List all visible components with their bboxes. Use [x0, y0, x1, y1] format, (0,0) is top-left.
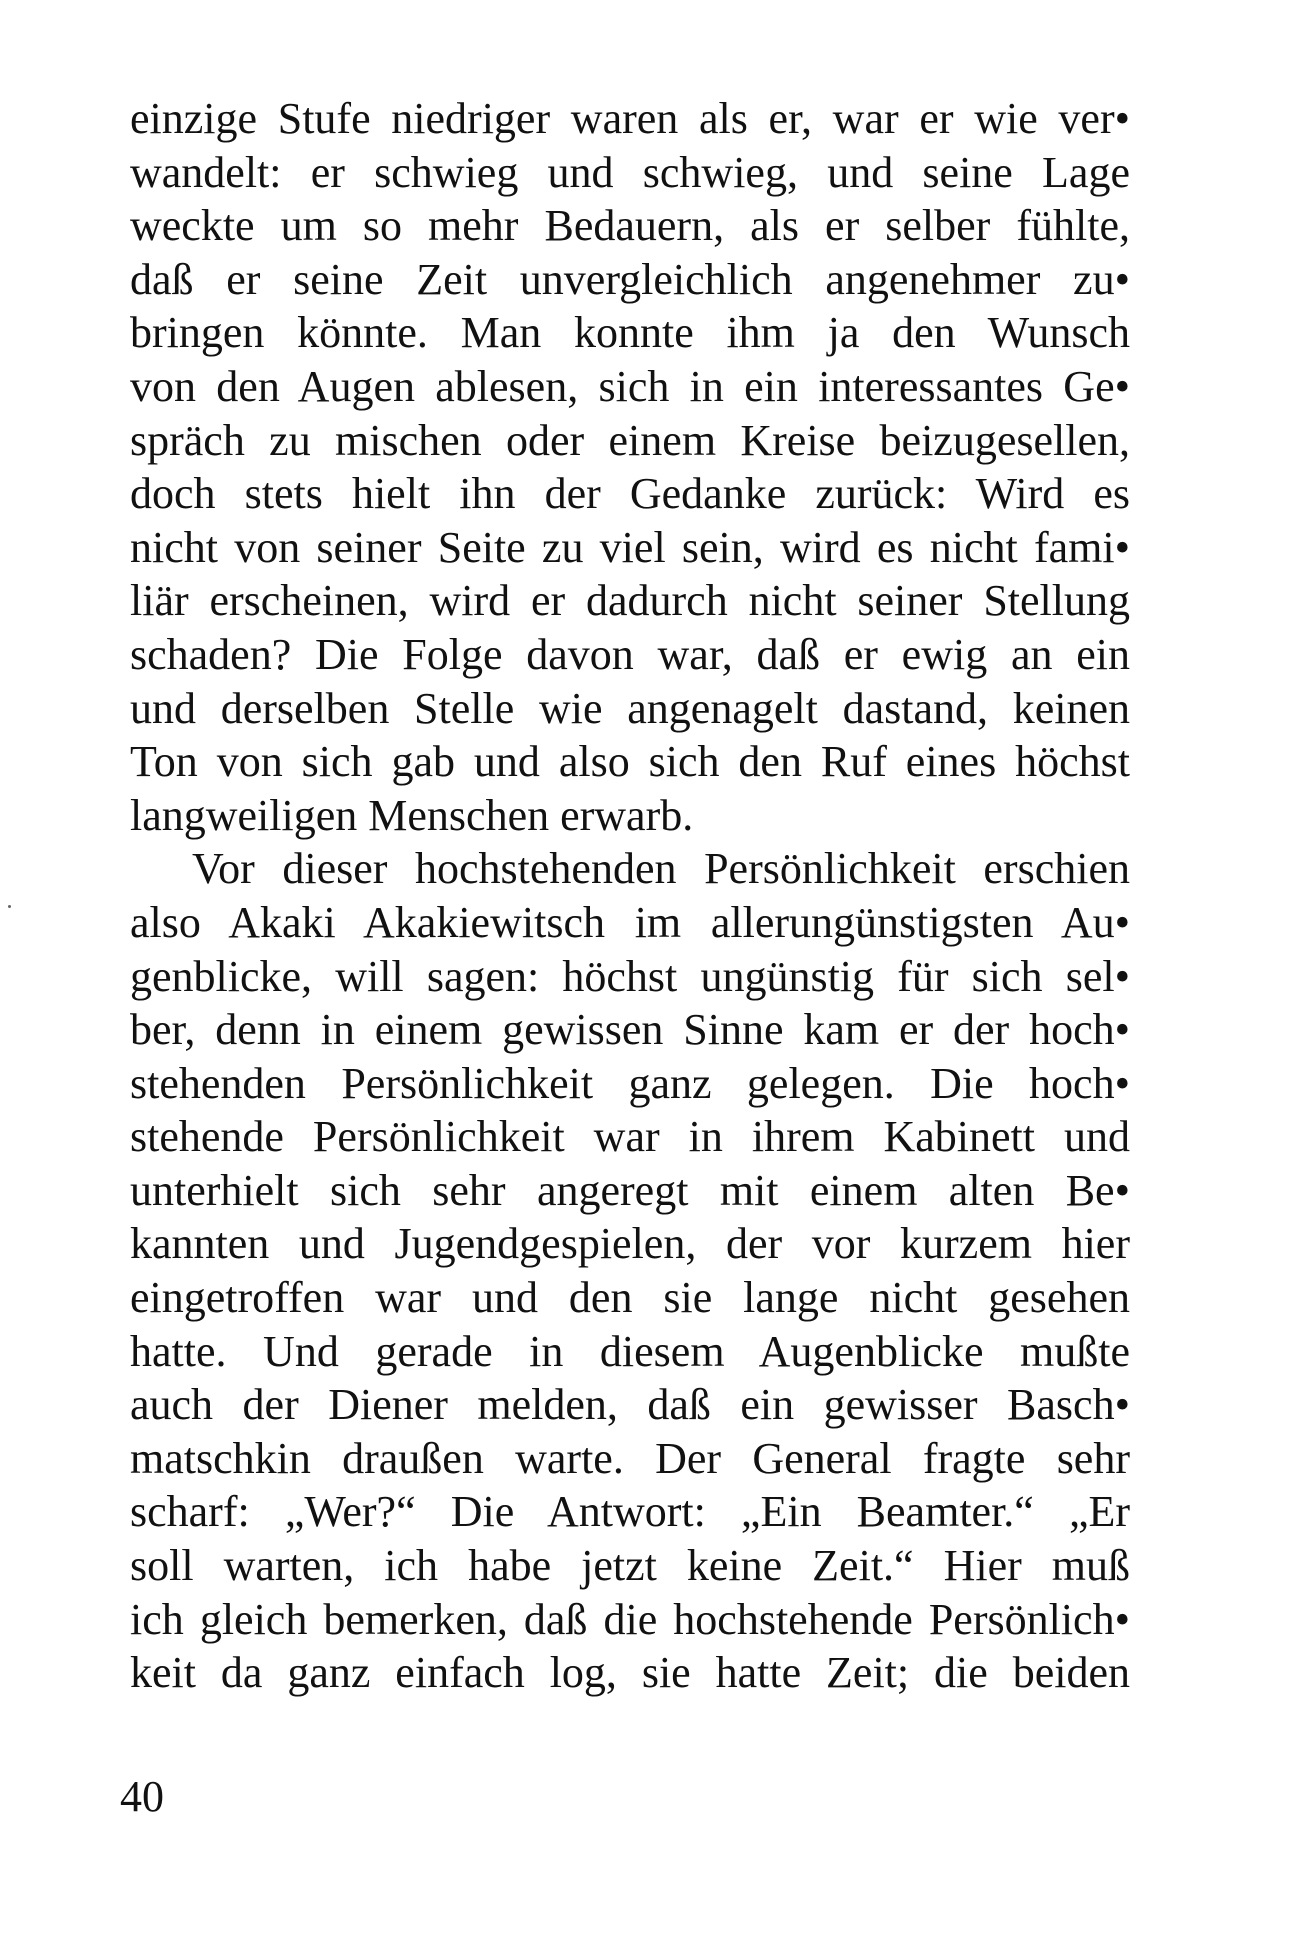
text-line: auch der Diener melden, daß ein gewisser Basch•	[130, 1380, 1130, 1430]
text-line: einzige Stufe niedriger waren als er, war er wie ver•	[130, 94, 1130, 143]
body-text	[130, 92, 1130, 1700]
paragraph	[130, 92, 1130, 842]
text-line: langweiligen Menschen erwarb.	[130, 790, 694, 840]
text-line: daß er seine Zeit unvergleichlich angenehmer zu•	[130, 254, 1130, 304]
text-line: scharf: „Wer?“ Die Antwort: „Ein Beamter.“ „Er	[130, 1487, 1130, 1537]
text-line: matschkin draußen warte. Der General fragte sehr	[130, 1433, 1130, 1483]
text-line: weckte um so mehr Bedauern, als er selber fühlte,	[130, 201, 1130, 251]
text-line: ber, denn in einem gewissen Sinne kam er der hoch•	[130, 1005, 1130, 1055]
text-line: spräch zu mischen oder einem Kreise beizugesellen,	[130, 415, 1130, 465]
text-line: hatte. Und gerade in diesem Augenblicke mußte	[130, 1326, 1130, 1376]
text-line: von den Augen ablesen, sich in ein interessantes Ge•	[130, 361, 1130, 411]
text-line: schaden? Die Folge davon war, daß er ewig an ein	[130, 629, 1130, 679]
text-line: Ton von sich gab und also sich den Ruf eines höchst	[130, 737, 1130, 787]
text-line: Vor dieser hochstehenden Persönlichkeit erschien	[192, 844, 1130, 894]
text-line: wandelt: er schwieg und schwieg, und seine Lage	[130, 147, 1130, 197]
text-line: stehenden Persönlichkeit ganz gelegen. Die hoch•	[130, 1058, 1130, 1108]
text-line: liär erscheinen, wird er dadurch nicht seiner Stellung	[130, 576, 1130, 626]
text-line: kannten und Jugendgespielen, der vor kurzem hier	[130, 1219, 1130, 1269]
text-line: nicht von seiner Seite zu viel sein, wird es nicht fami•	[130, 522, 1130, 572]
text-line: eingetroffen war und den sie lange nicht gesehen	[130, 1273, 1130, 1323]
text-line: stehende Persönlichkeit war in ihrem Kabinett und	[130, 1112, 1130, 1162]
margin-speck	[8, 905, 11, 908]
text-line: also Akaki Akakiewitsch im allerungünstigsten Au•	[130, 897, 1130, 947]
page-number: 40	[120, 1772, 164, 1821]
text-line: unterhielt sich sehr angeregt mit einem alten Be•	[130, 1165, 1130, 1215]
text-line: ich gleich bemerken, daß die hochstehende Persönlich•	[130, 1594, 1130, 1644]
text-line: soll warten, ich habe jetzt keine Zeit.“ Hier muß	[130, 1541, 1130, 1591]
text-line: genblicke, will sagen: höchst ungünstig für sich sel•	[130, 951, 1130, 1001]
text-line: und derselben Stelle wie angenagelt dastand, keinen	[130, 683, 1130, 733]
text-line: bringen könnte. Man konnte ihm ja den Wunsch	[130, 308, 1130, 358]
text-line: doch stets hielt ihn der Gedanke zurück: Wird es	[130, 469, 1130, 519]
paragraph	[130, 842, 1130, 1700]
text-line: keit da ganz einfach log, sie hatte Zeit; die beiden	[130, 1648, 1130, 1698]
